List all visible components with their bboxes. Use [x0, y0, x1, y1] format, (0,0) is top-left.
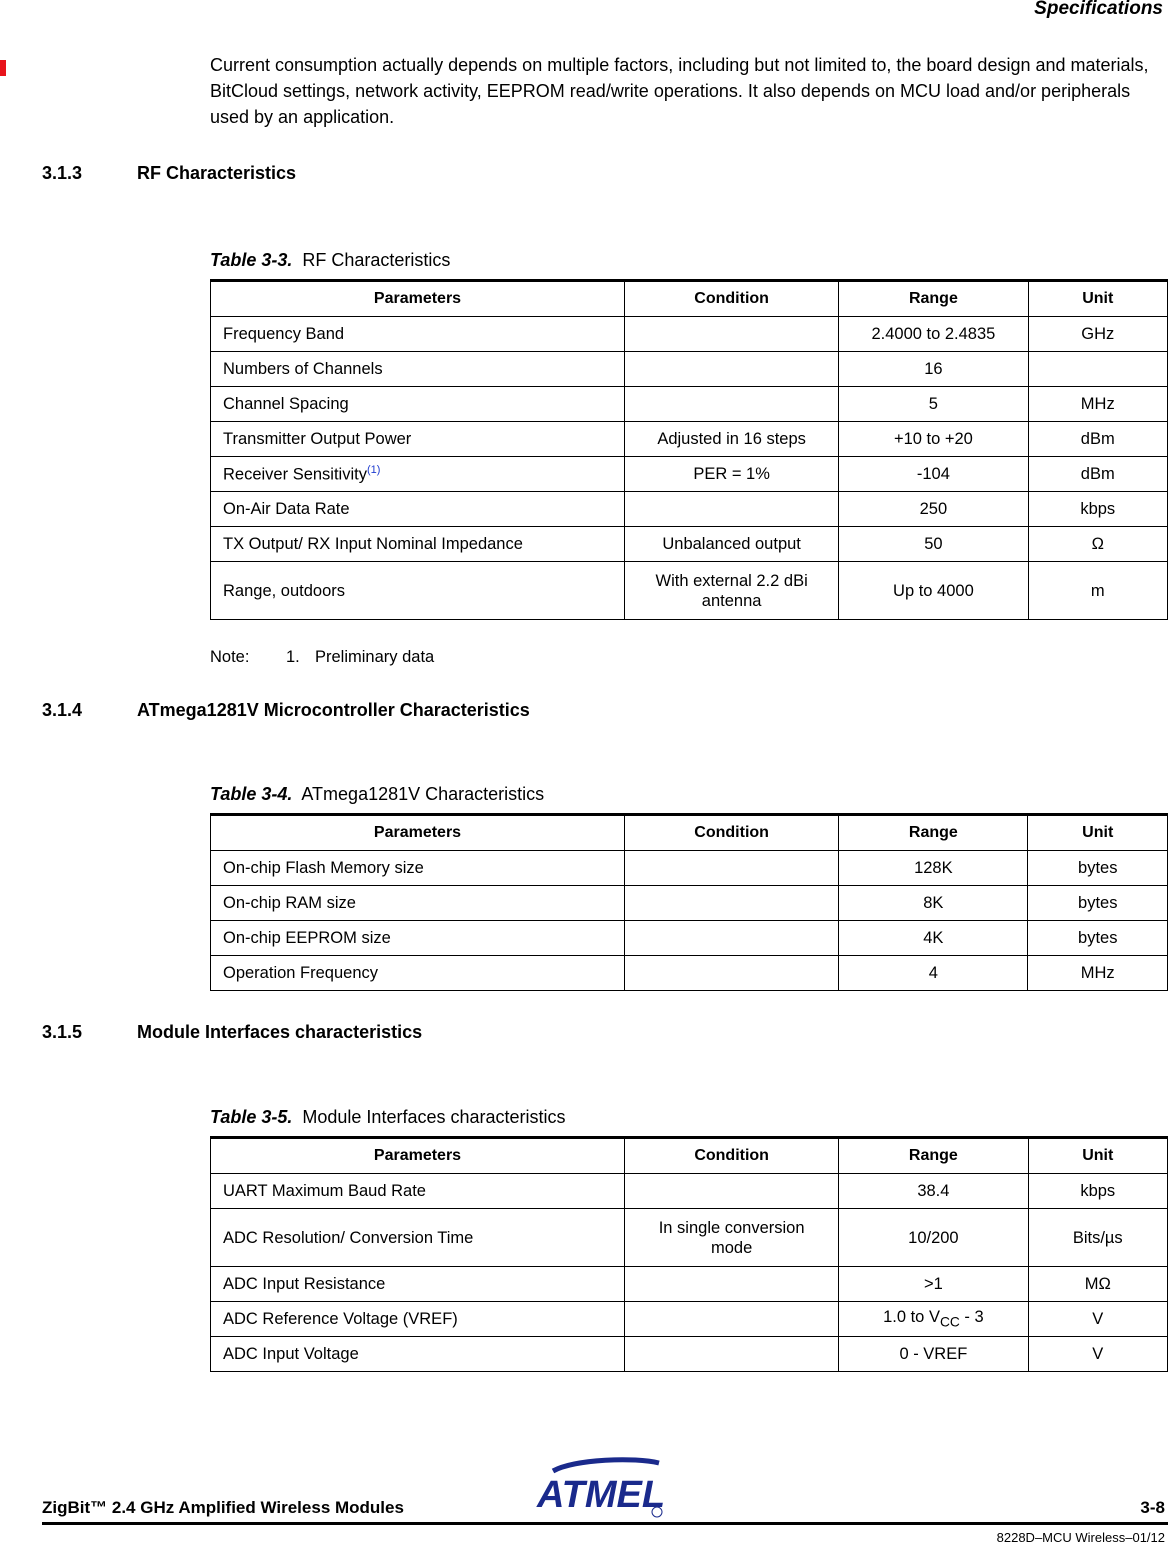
unit-cell: Bits/µs: [1028, 1209, 1168, 1267]
parameter-cell: ADC Resolution/ Conversion Time: [211, 1209, 625, 1267]
intro-paragraph: Current consumption actually depends on multiple factors, including but not limited to, the board design and materials, BitCloud settings, network activity, EEPROM read/write operations. It also depends on MCU load and/or peripherals used by an application.: [210, 55, 1149, 127]
unit-cell: bytes: [1028, 886, 1168, 921]
column-header: Unit: [1028, 281, 1167, 317]
range-cell: 50: [839, 527, 1028, 562]
range-cell: 4: [839, 956, 1028, 991]
footer-document-title: ZigBit™ 2.4 GHz Amplified Wireless Modules: [42, 1498, 404, 1517]
condition-cell: [625, 886, 839, 921]
unit-cell: Ω: [1028, 527, 1167, 562]
condition-cell: [625, 851, 839, 886]
table-row: [211, 1174, 1168, 1209]
table-row: [211, 422, 1168, 457]
parameter-cell: On-chip EEPROM size: [211, 921, 625, 956]
column-header: Parameters: [211, 1138, 625, 1174]
range-cell: 16: [839, 352, 1028, 387]
table-row: [211, 886, 1168, 921]
parameter-cell: Frequency Band: [211, 317, 625, 352]
unit-cell: MHz: [1028, 387, 1167, 422]
parameter-cell: Operation Frequency: [211, 956, 625, 991]
table-row: [211, 457, 1168, 492]
parameter-cell: Channel Spacing: [211, 387, 625, 422]
parameter-cell: TX Output/ RX Input Nominal Impedance: [211, 527, 625, 562]
section-number: 3.1.5: [42, 1022, 83, 1042]
condition-cell: [625, 1267, 839, 1302]
page-number: 3-8: [1140, 1498, 1165, 1517]
table-row: [211, 851, 1168, 886]
parameter-cell: On-chip Flash Memory size: [211, 851, 625, 886]
parameter-cell: UART Maximum Baud Rate: [211, 1174, 625, 1209]
section-title: ATmega1281V Microcontroller Characteristics: [137, 700, 530, 720]
column-header: Condition: [625, 1138, 839, 1174]
change-bar: [0, 60, 6, 76]
range-cell: Up to 4000: [839, 562, 1028, 620]
unit-cell: kbps: [1028, 492, 1167, 527]
condition-cell: [624, 317, 838, 352]
atmel-logo: [535, 1457, 665, 1519]
logo-text: ATMEL: [537, 1474, 665, 1516]
table-row: [211, 527, 1168, 562]
unit-cell: MΩ: [1028, 1267, 1168, 1302]
condition-cell: Unbalanced output: [624, 527, 838, 562]
condition-cell: [625, 921, 839, 956]
parameter-cell: [211, 457, 625, 492]
column-header: Parameters: [211, 815, 625, 851]
range-cell: -104: [839, 457, 1028, 492]
condition-cell: [625, 1174, 839, 1209]
column-header: Parameters: [211, 281, 625, 317]
section-number: 3.1.3: [42, 163, 83, 183]
running-header: Specifications: [1034, 0, 1163, 19]
range-cell: 8K: [839, 886, 1028, 921]
range-cell: 250: [839, 492, 1028, 527]
table-title: RF Characteristics: [302, 250, 451, 270]
table-row: [211, 956, 1168, 991]
table-header-row: [211, 281, 1168, 317]
rf-characteristics-table: [210, 279, 1168, 620]
unit-cell: bytes: [1028, 921, 1168, 956]
column-header: Unit: [1028, 815, 1168, 851]
unit-cell: dBm: [1028, 457, 1167, 492]
parameter-cell: Range, outdoors: [211, 562, 625, 620]
unit-cell: kbps: [1028, 1174, 1168, 1209]
unit-cell: m: [1028, 562, 1167, 620]
table-title: ATmega1281V Characteristics: [301, 784, 545, 804]
range-cell: 4K: [839, 921, 1028, 956]
range-subscript: CC: [939, 1314, 960, 1330]
document-code: 8228D–MCU Wireless–01/12: [996, 1530, 1165, 1545]
range-cell: 2.4000 to 2.4835: [839, 317, 1028, 352]
table-header-row: [211, 1138, 1168, 1174]
table-row: [211, 921, 1168, 956]
note-label: Note:: [210, 648, 250, 666]
condition-cell: [625, 956, 839, 991]
atmega-characteristics-table: [210, 813, 1168, 991]
condition-cell: [625, 1337, 839, 1372]
condition-cell: [624, 387, 838, 422]
condition-cell: PER = 1%: [624, 457, 838, 492]
range-cell: 5: [839, 387, 1028, 422]
table-header-row: [211, 815, 1168, 851]
section-title: RF Characteristics: [137, 163, 297, 183]
condition-cell: Adjusted in 16 steps: [624, 422, 838, 457]
range-text: 1.0 to V: [883, 1308, 940, 1327]
column-header: Range: [839, 1138, 1028, 1174]
unit-cell: V: [1028, 1337, 1168, 1372]
column-header: Unit: [1028, 1138, 1168, 1174]
table-row: [211, 562, 1168, 620]
unit-cell: bytes: [1028, 851, 1168, 886]
condition-cell: In single conversion mode: [625, 1209, 839, 1267]
parameter-cell: ADC Input Voltage: [211, 1337, 625, 1372]
note-text: Preliminary data: [315, 648, 435, 666]
table-caption: [210, 1107, 566, 1128]
table-row: [211, 1302, 1168, 1337]
unit-cell: [1028, 352, 1167, 387]
footer-divider: [42, 1522, 1168, 1525]
table-row: [211, 1337, 1168, 1372]
table-label: Table 3-5.: [210, 1107, 293, 1127]
table-label: Table 3-4.: [210, 784, 293, 804]
range-cell: 0 - VREF: [839, 1337, 1028, 1372]
table-row: [211, 1209, 1168, 1267]
parameter-text: Receiver Sensitivity: [223, 465, 367, 484]
table-row: [211, 352, 1168, 387]
table-row: [211, 1267, 1168, 1302]
column-header: Condition: [624, 281, 838, 317]
table-title: Module Interfaces characteristics: [302, 1107, 566, 1127]
unit-cell: V: [1028, 1302, 1168, 1337]
unit-cell: GHz: [1028, 317, 1167, 352]
table-caption: [210, 250, 450, 271]
table-row: [211, 317, 1168, 352]
range-cell: +10 to +20: [839, 422, 1028, 457]
section-title: Module Interfaces characteristics: [137, 1022, 423, 1042]
parameter-cell: On-Air Data Rate: [211, 492, 625, 527]
condition-cell: With external 2.2 dBi antenna: [624, 562, 838, 620]
parameter-cell: ADC Input Resistance: [211, 1267, 625, 1302]
range-cell: 128K: [839, 851, 1028, 886]
range-text-suffix: - 3: [959, 1308, 984, 1327]
range-cell: >1: [839, 1267, 1028, 1302]
range-cell: 38.4: [839, 1174, 1028, 1209]
unit-cell: dBm: [1028, 422, 1167, 457]
module-interfaces-table: [210, 1136, 1168, 1372]
table-label: Table 3-3.: [210, 250, 293, 270]
section-number: 3.1.4: [42, 700, 83, 720]
condition-cell: [624, 492, 838, 527]
footnote-link[interactable]: (1): [366, 463, 381, 476]
note-number: 1.: [286, 648, 300, 666]
condition-cell: [624, 352, 838, 387]
range-cell: [839, 1302, 1028, 1337]
unit-cell: MHz: [1028, 956, 1168, 991]
column-header: Range: [839, 815, 1028, 851]
column-header: Condition: [625, 815, 839, 851]
column-header: Range: [839, 281, 1028, 317]
parameter-cell: Transmitter Output Power: [211, 422, 625, 457]
parameter-cell: Numbers of Channels: [211, 352, 625, 387]
condition-cell: [625, 1302, 839, 1337]
parameter-cell: On-chip RAM size: [211, 886, 625, 921]
table-row: [211, 492, 1168, 527]
parameter-cell: ADC Reference Voltage (VREF): [211, 1302, 625, 1337]
range-cell: 10/200: [839, 1209, 1028, 1267]
table-row: [211, 387, 1168, 422]
table-caption: [210, 784, 544, 805]
